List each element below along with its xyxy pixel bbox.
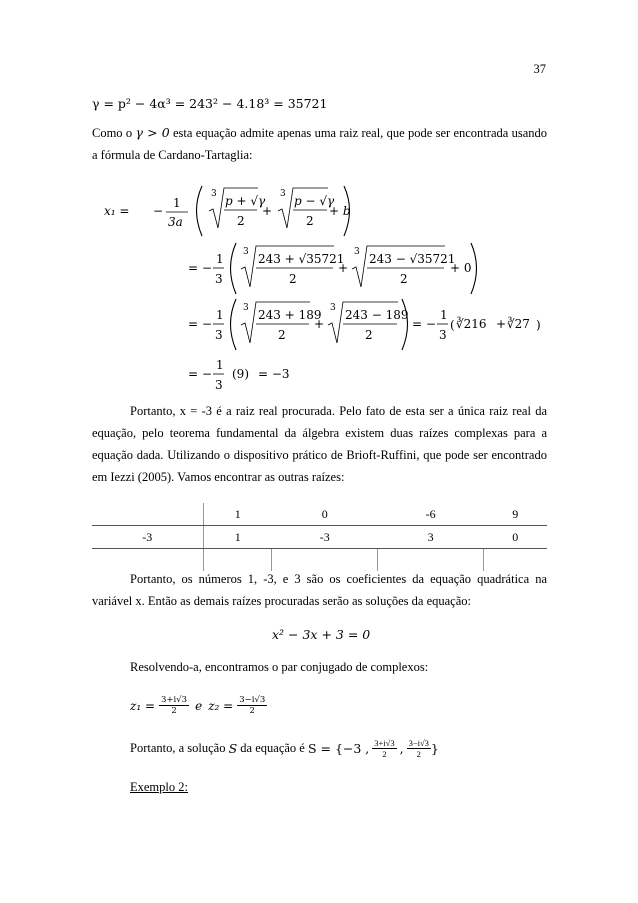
big-paren-right: [402, 299, 408, 350]
solution-prefix: Portanto, a solução: [130, 741, 229, 755]
frac-one: 1: [440, 308, 448, 322]
cbrt-27: ∛27: [507, 317, 530, 331]
frac-one: 1: [216, 252, 224, 266]
den-two: 2: [306, 214, 314, 228]
table-row: [92, 503, 547, 526]
solution-line: [130, 738, 439, 759]
table-cell: 1: [203, 526, 272, 549]
plus-sign: +: [262, 204, 273, 218]
den-two: 2: [237, 214, 245, 228]
nine-in-paren: (9): [232, 367, 249, 381]
para3-text: Portanto, os números 1, -3, e 3 são os coeficientes da equação quadrática na variável x. Então as demais raízes procuradas serão as soluções da equação:: [92, 572, 547, 608]
solution-den-2: 2: [416, 749, 421, 759]
num-243-minus-189: 243 − 189: [345, 308, 409, 322]
plus-zero: + 0: [450, 261, 472, 275]
num-243-plus-root: 243 + √35721: [258, 252, 345, 266]
gamma-equation: γ = p² − 4α³ = 243² − 4.18³ = 35721: [92, 96, 328, 111]
table-cell: -3: [92, 526, 203, 549]
table-cell: 3: [378, 526, 484, 549]
para1-suffix: esta equação admite apenas uma raiz real, que pode ser encontrada usando a fórmula de Cardano-Tartaglia:: [92, 126, 548, 162]
p-minus-root-gamma: p − √γ: [294, 194, 335, 208]
table-cell: 0: [272, 503, 378, 526]
big-paren-right: [471, 243, 477, 294]
x1-label: x₁ =: [104, 204, 130, 218]
page-number: 37: [533, 62, 546, 76]
z1-numerator: 3+i√3: [161, 695, 188, 705]
cube-index: 3: [243, 303, 249, 313]
z1-label: z₁ =: [130, 698, 156, 713]
solution-middle: da equação é: [237, 741, 308, 755]
complex-roots-line: [130, 695, 267, 716]
z2-numerator: 3−i√3: [239, 695, 266, 705]
paragraph-quadratic-intro: [92, 568, 547, 612]
composite-minus-one: − 1: [92, 880, 94, 881]
den-two: 2: [400, 272, 408, 286]
z1-denominator: 2: [171, 706, 177, 716]
frac-three: 3: [439, 328, 447, 342]
table-cell: -3: [272, 526, 378, 549]
composite-line3-result: = − 1/3 ( ∛216 + ∛27 ): [93, 880, 103, 881]
frac-three: 3: [215, 328, 223, 342]
cube-index: 3: [211, 189, 217, 199]
p-plus-root-gamma: p + √γ: [225, 194, 266, 208]
z2-denominator: 2: [249, 706, 255, 716]
cube-index: 3: [330, 303, 336, 313]
big-paren-left: [231, 243, 237, 294]
frac-one: 1: [216, 358, 224, 372]
cbrt-216: ∛216: [456, 317, 487, 331]
equals-minus: = −: [188, 367, 212, 381]
paren-open: (: [450, 318, 455, 332]
solution-num-1: 3+i√3: [374, 738, 395, 748]
solution-set-close: }: [430, 741, 439, 756]
z1-fraction: [159, 695, 189, 716]
para1-prefix: Como o: [92, 126, 136, 140]
minus-sign: −: [153, 204, 164, 218]
den-two: 2: [289, 272, 297, 286]
big-paren-left: [197, 186, 203, 236]
frac-3a: 3a: [168, 215, 183, 229]
table-cell: [92, 503, 203, 526]
plus-sign: +: [338, 261, 349, 275]
num-243-plus-189: 243 + 189: [258, 308, 322, 322]
composite-line4: = − 1/3 (9) = −3: [103, 880, 110, 881]
solution-set-open: S = {−3 ,: [307, 741, 370, 756]
paren-close: ): [536, 318, 541, 332]
table-cell: 9: [483, 503, 547, 526]
equals-minus: = −: [412, 317, 436, 331]
den-two: 2: [365, 328, 373, 342]
paragraph-ruffini-intro: [92, 400, 547, 488]
cube-index: 3: [280, 189, 286, 199]
big-paren-left: [231, 299, 237, 350]
solution-den-1: 2: [382, 749, 387, 759]
cube-index: 3: [243, 247, 249, 257]
para2-text: Portanto, x = -3 é a raiz real procurada. Pelo fato de esta ser a única raiz real da equação, pelo teorema fundamental da álgebra existem duas raízes complexas para a equação dada. Utilizando o dispositivo prático de Brioft-Ruffini, que pode ser encontrado em Iezzi (2005). Vamos encontrar as outras raízes:: [92, 404, 547, 484]
solution-num-2: 3−i√3: [408, 738, 429, 748]
plus-sign: +: [496, 317, 507, 331]
and-e: e: [195, 698, 203, 713]
solution-comma: ,: [399, 741, 404, 756]
plus-b: + b: [329, 204, 351, 218]
ruffini-table: [92, 503, 547, 571]
paragraph-resolving: Resolvendo-a, encontramos o par conjugado de complexos:: [130, 660, 429, 674]
equals-minus: = −: [188, 317, 212, 331]
den-two: 2: [278, 328, 286, 342]
table-cell: 1: [203, 503, 272, 526]
cube-index: 3: [354, 247, 360, 257]
plus-sign: +: [314, 317, 325, 331]
frac-three: 3: [215, 378, 223, 392]
z2-fraction: [237, 695, 267, 716]
cardano-composites: [92, 880, 109, 881]
example-heading: Exemplo 2:: [130, 780, 188, 794]
z2-label: z₂ =: [208, 698, 234, 713]
frac-one: 1: [216, 308, 224, 322]
quadratic-equation: x² − 3x + 3 = 0: [272, 627, 371, 642]
frac-one: 1: [173, 196, 181, 210]
result-minus-three: = −3: [258, 367, 290, 381]
solution-fraction-1: [372, 738, 396, 759]
solution-set-symbol: S: [228, 741, 238, 756]
solution-fraction-2: [407, 738, 431, 759]
table-cell: -6: [378, 503, 484, 526]
table-row: [92, 526, 547, 549]
table-cell: 0: [483, 526, 547, 549]
frac-three: 3: [215, 272, 223, 286]
num-243-minus-root: 243 − √35721: [369, 252, 456, 266]
gamma-condition: γ > 0: [135, 125, 170, 140]
equals-minus: = −: [188, 261, 212, 275]
